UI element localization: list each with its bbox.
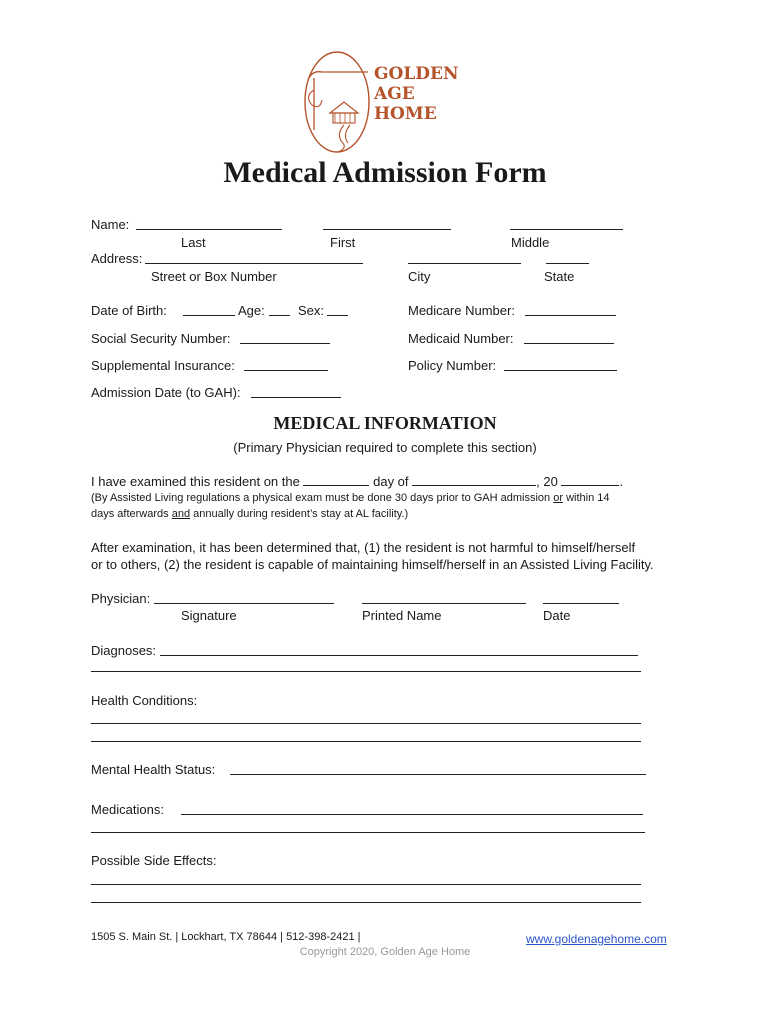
sex-input[interactable] — [327, 304, 348, 316]
physician-date-input[interactable] — [543, 592, 619, 604]
middle-name-input[interactable] — [510, 218, 623, 230]
street-input[interactable] — [145, 252, 363, 264]
dob-input[interactable] — [183, 304, 235, 316]
exam-month-input[interactable] — [412, 474, 536, 486]
medications-label: Medications: — [91, 802, 164, 817]
policy-label: Policy Number: — [408, 358, 497, 373]
regulation-note-line2 — [91, 507, 408, 521]
ssn-input[interactable] — [240, 332, 330, 344]
note-text-part1: (By Assisted Living regulations a physical exam must be done 30 days prior to GAH admission — [91, 492, 551, 504]
logo-text-line3: HOME — [374, 104, 437, 124]
side-effects-input-line1[interactable] — [91, 884, 641, 885]
printed-name-caption: Printed Name — [362, 608, 442, 623]
medicare-input[interactable] — [525, 304, 616, 316]
admission-date-input[interactable] — [251, 386, 341, 398]
last-caption: Last — [181, 235, 206, 250]
physician-printed-name-input[interactable] — [362, 592, 526, 604]
city-caption: City — [408, 269, 431, 284]
exam-year-input[interactable] — [561, 474, 619, 486]
note-text-part3: days afterwards — [91, 508, 169, 520]
determination-line2: or to others, (2) the resident is capable of maintaining himself/herself in an Assisted Living Facility. — [91, 557, 654, 572]
medical-section-subheading: (Primary Physician required to complete this section) — [233, 440, 537, 455]
exam-text-part3: , 20 — [536, 474, 558, 489]
street-caption: Street or Box Number — [151, 269, 277, 284]
diagnoses-input-line1[interactable] — [160, 644, 638, 656]
dob-label: Date of Birth: — [91, 303, 167, 318]
logo-emblem-icon — [300, 50, 370, 155]
health-conditions-input-line2[interactable] — [91, 741, 641, 742]
page-title: Medical Admission Form — [223, 156, 547, 189]
side-effects-input-line2[interactable] — [91, 902, 641, 903]
city-input[interactable] — [408, 252, 521, 264]
first-caption: First — [330, 235, 356, 250]
medicaid-input[interactable] — [524, 332, 614, 344]
policy-input[interactable] — [504, 359, 617, 371]
logo-text-line1: GOLDEN — [374, 64, 459, 84]
mental-health-input[interactable] — [230, 763, 646, 775]
medicare-label: Medicare Number: — [408, 303, 515, 318]
note-and: and — [171, 508, 191, 520]
regulation-note-line1 — [91, 491, 610, 505]
supplemental-label: Supplemental Insurance: — [91, 358, 235, 373]
note-text-part2: within 14 — [566, 492, 610, 504]
last-name-input[interactable] — [136, 218, 282, 230]
exam-text-part1: I have examined this resident on the — [91, 474, 300, 489]
address-label: Address: — [91, 251, 143, 266]
mental-health-label: Mental Health Status: — [91, 762, 216, 777]
exam-statement — [91, 474, 623, 490]
medications-input-line1[interactable] — [181, 803, 643, 815]
middle-caption: Middle — [511, 235, 550, 250]
website-link[interactable]: www.goldenagehome.com — [526, 932, 667, 946]
logo-text-line2: AGE — [374, 84, 415, 104]
first-name-input[interactable] — [323, 218, 451, 230]
physician-label: Physician: — [91, 591, 151, 606]
name-label: Name: — [91, 217, 130, 232]
exam-text-part2: day of — [373, 474, 409, 489]
age-label: Age: — [238, 303, 265, 318]
health-conditions-input-line1[interactable] — [91, 723, 641, 724]
sex-label: Sex: — [298, 303, 325, 318]
supplemental-input[interactable] — [244, 359, 328, 371]
medicaid-label: Medicaid Number: — [408, 331, 514, 346]
health-conditions-label: Health Conditions: — [91, 693, 198, 708]
footer-address: 1505 S. Main St. | Lockhart, TX 78644 | 512-398-2421 | — [91, 931, 361, 943]
side-effects-label: Possible Side Effects: — [91, 853, 217, 868]
medications-input-line2[interactable] — [91, 832, 645, 833]
footer-copyright: Copyright 2020, Golden Age Home — [299, 946, 471, 958]
logo — [300, 50, 480, 155]
exam-text-part4: . — [619, 474, 624, 489]
age-input[interactable] — [269, 304, 290, 316]
date-caption: Date — [543, 608, 571, 623]
admission-label: Admission Date (to GAH): — [91, 385, 241, 400]
signature-caption: Signature — [181, 608, 237, 623]
determination-line1: After examination, it has been determined that, (1) the resident is not harmful to himself/herself — [91, 540, 636, 555]
note-or: or — [553, 492, 564, 504]
diagnoses-input-line2[interactable] — [91, 671, 641, 672]
state-input[interactable] — [546, 252, 589, 264]
ssn-label: Social Security Number: — [91, 331, 231, 346]
physician-signature-input[interactable] — [154, 592, 334, 604]
name-field-row — [91, 217, 129, 233]
exam-day-input[interactable] — [303, 474, 369, 486]
diagnoses-label: Diagnoses: — [91, 643, 157, 658]
note-text-part4: annually during resident’s stay at AL facility.) — [193, 508, 409, 520]
state-caption: State — [544, 269, 575, 284]
medical-section-heading: MEDICAL INFORMATION — [273, 413, 497, 433]
